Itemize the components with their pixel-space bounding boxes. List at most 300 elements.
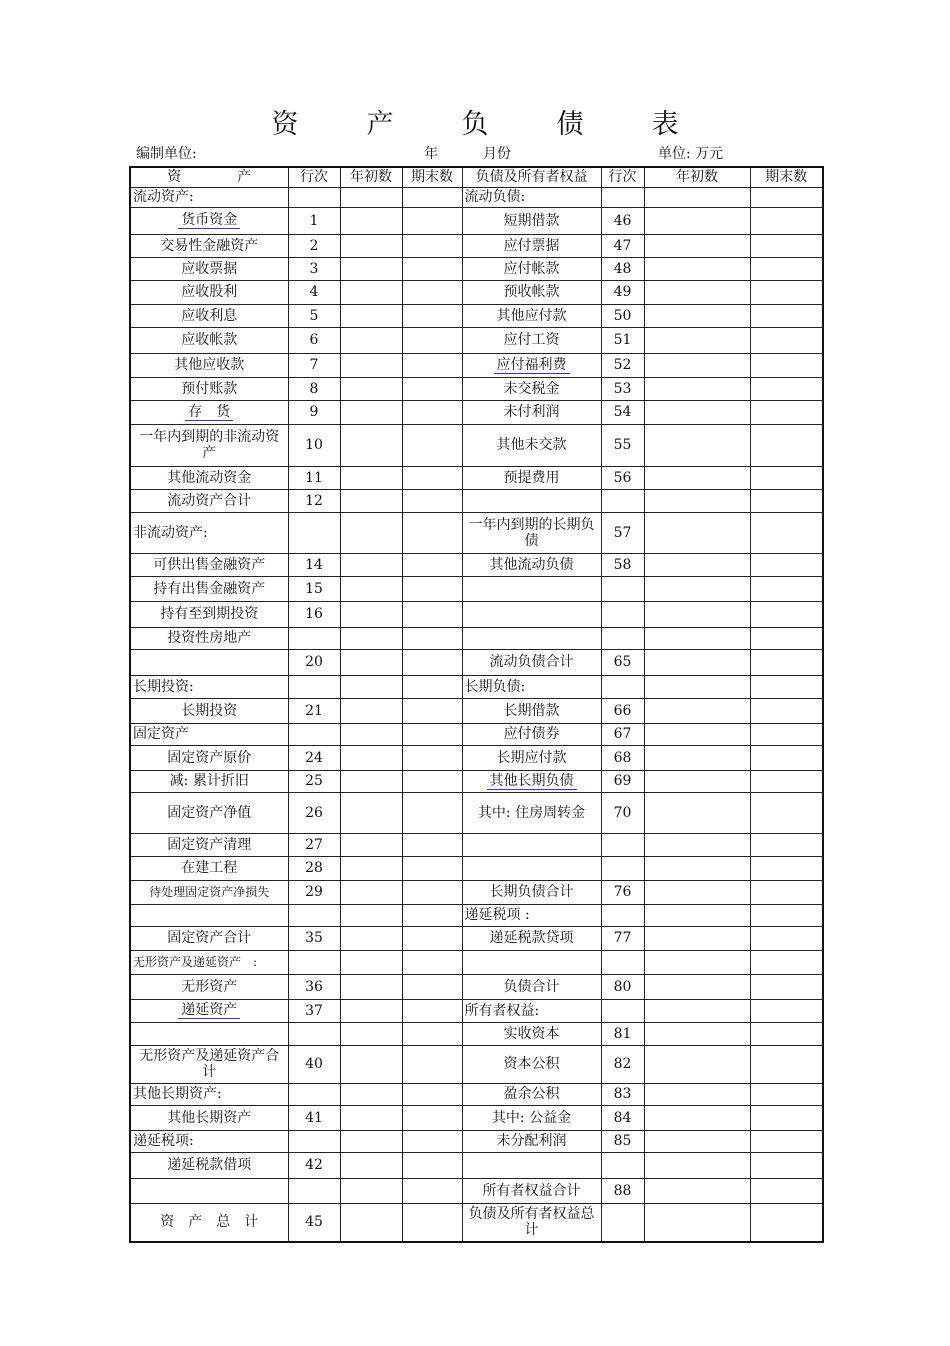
table-row: [130, 649, 823, 675]
asset-line-no: [288, 601, 340, 627]
asset-begin-value: [340, 904, 402, 926]
liability-end-value: [750, 512, 823, 553]
asset-item: [130, 280, 288, 304]
asset-line-no: [288, 1152, 340, 1178]
asset-end-value: [402, 1130, 462, 1152]
asset-line-no-text: 35: [305, 930, 323, 946]
asset-item-text: 长期投资:: [133, 678, 194, 695]
asset-line-no: [288, 904, 340, 926]
liability-line-no-text: 81: [613, 1025, 632, 1042]
asset-item-text: 固定资产原价: [167, 749, 252, 766]
table-row: [130, 280, 823, 304]
table-row: [130, 489, 823, 512]
asset-end-value: [402, 400, 462, 424]
asset-item: [130, 1203, 288, 1242]
liability-begin-value: [644, 424, 750, 466]
liability-item: [462, 792, 601, 833]
asset-item: [130, 723, 288, 745]
asset-line-no: [288, 698, 340, 723]
title-char: 债: [556, 109, 584, 140]
liability-item: [462, 553, 601, 576]
asset-line-no-text: 16: [305, 606, 323, 622]
table-row: [130, 723, 823, 745]
liability-begin-value: [644, 1152, 750, 1178]
asset-begin-value: [340, 950, 402, 974]
liability-end-value: [750, 234, 823, 257]
asset-begin-value: [340, 377, 402, 400]
asset-item-text: 货币资金: [178, 212, 240, 229]
liability-line-no: [601, 833, 644, 856]
asset-item-text: 应收票据: [181, 260, 238, 277]
liability-item-text: 递延税项 :: [464, 907, 530, 923]
liability-end-value: [750, 327, 823, 353]
asset-line-no-text: 11: [305, 469, 323, 486]
asset-end-value: [402, 280, 462, 304]
liability-item-text: 未付利润: [503, 404, 560, 420]
liability-item: [462, 926, 601, 950]
liability-item: [462, 1203, 601, 1242]
asset-end-value: [402, 553, 462, 576]
liability-begin-value: [644, 353, 750, 377]
liability-begin-value: [644, 327, 750, 353]
liability-line-no-text: 53: [613, 380, 632, 397]
asset-item: [130, 512, 288, 553]
asset-line-no: [288, 280, 340, 304]
liability-end-value: [750, 745, 823, 770]
table-row: [130, 353, 823, 377]
asset-begin-value: [340, 833, 402, 856]
asset-item-text: 应收帐款: [181, 332, 238, 348]
asset-end-value: [402, 377, 462, 400]
asset-begin-value: [340, 1045, 402, 1083]
liability-line-no-text: 48: [613, 260, 632, 277]
liability-item-text: 长期负债:: [464, 678, 526, 695]
liability-line-no-text: 67: [613, 726, 632, 742]
liability-item: [462, 1022, 601, 1045]
asset-item-text: 持有出售金融资产: [153, 580, 266, 597]
liability-end-value: [750, 353, 823, 377]
asset-begin-value: [340, 675, 402, 698]
asset-line-no-text: 36: [305, 978, 323, 995]
asset-item: [130, 649, 288, 675]
asset-begin-value: [340, 187, 402, 207]
asset-line-no-text: 24: [305, 749, 323, 766]
month-label: 月份: [483, 146, 511, 162]
asset-end-value: [402, 1045, 462, 1083]
asset-end-value: [402, 856, 462, 880]
asset-item: [130, 950, 288, 974]
asset-begin-value: [340, 400, 402, 424]
liability-begin-value: [644, 880, 750, 904]
liability-end-value: [750, 576, 823, 601]
asset-item-text: 非流动资产:: [133, 524, 208, 541]
table-row: [130, 880, 823, 904]
table-row: [130, 1022, 823, 1045]
table-row: [130, 999, 823, 1022]
asset-line-no-text: 9: [309, 404, 319, 420]
table-row: [130, 257, 823, 280]
asset-item-text: 资 产 总 计: [160, 1214, 259, 1231]
asset-item-text: 应收股利: [181, 284, 238, 300]
asset-line-no: [288, 649, 340, 675]
liability-begin-value: [644, 489, 750, 512]
liability-begin-value: [644, 234, 750, 257]
liability-item-text: 资本公积: [503, 1056, 560, 1072]
table-row: [130, 856, 823, 880]
asset-end-value: [402, 1105, 462, 1130]
liability-end-value: [750, 1178, 823, 1203]
table-row: [130, 792, 823, 833]
asset-begin-value: [340, 649, 402, 675]
asset-line-no: [288, 1105, 340, 1130]
liability-begin-value: [644, 512, 750, 553]
asset-line-no-text: 29: [305, 884, 323, 900]
liability-line-no-text: 77: [613, 930, 632, 946]
liability-end-value: [750, 1083, 823, 1105]
liability-item-text: 其中: 住房周转金: [477, 804, 586, 821]
liability-begin-value: [644, 207, 750, 234]
asset-line-no: [288, 1083, 340, 1105]
asset-line-no: [288, 792, 340, 833]
liability-item-text: 其他应付款: [496, 307, 567, 324]
asset-line-no-text: 1: [309, 212, 319, 229]
asset-item: [130, 489, 288, 512]
asset-line-no: [288, 1178, 340, 1203]
liability-end-value: [750, 1152, 823, 1178]
asset-begin-value: [340, 698, 402, 723]
asset-line-no: [288, 880, 340, 904]
asset-item: [130, 553, 288, 576]
liability-item: [462, 1178, 601, 1203]
asset-end-value: [402, 833, 462, 856]
liability-line-no: [601, 675, 644, 698]
asset-line-no: [288, 627, 340, 649]
liability-item: [462, 745, 601, 770]
asset-begin-value: [340, 576, 402, 601]
liability-item: [462, 880, 601, 904]
table-row: [130, 974, 823, 999]
unit-label: 单位: 万元: [658, 146, 724, 162]
table-row: [130, 512, 823, 553]
liability-item: [462, 627, 601, 649]
asset-end-value: [402, 353, 462, 377]
asset-item: [130, 377, 288, 400]
liability-line-no-text: 58: [613, 556, 632, 573]
balance-sheet-table: [129, 166, 824, 1243]
liability-item-text: 长期负债合计: [489, 884, 574, 900]
liability-end-value: [750, 1130, 823, 1152]
asset-line-no: [288, 424, 340, 466]
asset-line-no: [288, 723, 340, 745]
table-row: [130, 466, 823, 489]
liability-end-value: [750, 466, 823, 489]
liability-line-no-text: 82: [613, 1056, 632, 1072]
asset-line-no-text: 37: [305, 1002, 323, 1019]
liability-item-text: 所有者权益合计: [482, 1182, 581, 1199]
asset-item: [130, 207, 288, 234]
liability-item: [462, 512, 601, 553]
asset-line-no-text: 6: [309, 332, 319, 348]
table-row: [130, 1203, 823, 1242]
asset-line-no: [288, 1022, 340, 1045]
asset-line-no: [288, 833, 340, 856]
asset-begin-value: [340, 1083, 402, 1105]
asset-line-no: [288, 400, 340, 424]
asset-item: [130, 1045, 288, 1083]
liability-end-value: [750, 601, 823, 627]
asset-end-value: [402, 304, 462, 327]
asset-begin-value: [340, 1203, 402, 1242]
asset-end-value: [402, 649, 462, 675]
liability-end-value: [750, 856, 823, 880]
liability-end-value: [750, 974, 823, 999]
col-asset: 资 产: [130, 167, 288, 187]
asset-begin-value: [340, 424, 402, 466]
asset-line-no: [288, 353, 340, 377]
liability-begin-value: [644, 601, 750, 627]
asset-line-no: [288, 377, 340, 400]
asset-item: [130, 1105, 288, 1130]
liability-line-no: [601, 950, 644, 974]
liability-item: [462, 974, 601, 999]
asset-end-value: [402, 1152, 462, 1178]
asset-end-value: [402, 1022, 462, 1045]
asset-line-no: [288, 675, 340, 698]
liability-end-value: [750, 926, 823, 950]
asset-item: [130, 627, 288, 649]
liability-begin-value: [644, 999, 750, 1022]
col-end-2: 期末数: [750, 167, 823, 187]
liability-begin-value: [644, 856, 750, 880]
liability-line-no-text: 51: [613, 332, 632, 348]
liability-end-value: [750, 280, 823, 304]
title-char: 资: [271, 109, 299, 140]
asset-begin-value: [340, 880, 402, 904]
liability-line-no: [601, 856, 644, 880]
liability-line-no: [601, 257, 644, 280]
liability-end-value: [750, 1105, 823, 1130]
asset-item: [130, 926, 288, 950]
asset-end-value: [402, 770, 462, 792]
liability-begin-value: [644, 257, 750, 280]
liability-item-text: 应付债券: [503, 726, 560, 742]
liability-item: [462, 280, 601, 304]
asset-begin-value: [340, 1178, 402, 1203]
asset-line-no-text: 5: [309, 307, 319, 324]
col-begin-2: 年初数: [644, 167, 750, 187]
asset-end-value: [402, 723, 462, 745]
liability-begin-value: [644, 792, 750, 833]
liability-line-no-text: 49: [613, 284, 632, 300]
table-row: [130, 745, 823, 770]
table-row: [130, 234, 823, 257]
col-end: 期末数: [402, 167, 462, 187]
asset-item-text: 存 货: [185, 404, 233, 421]
liability-line-no: [601, 1203, 644, 1242]
asset-begin-value: [340, 770, 402, 792]
liability-line-no: [601, 999, 644, 1022]
liability-line-no: [601, 649, 644, 675]
liability-begin-value: [644, 377, 750, 400]
liability-item-text: 未分配利润: [496, 1133, 567, 1149]
asset-line-no-text: 8: [309, 380, 319, 397]
liability-end-value: [750, 304, 823, 327]
asset-item-text: 流动资产:: [133, 189, 194, 205]
asset-item-text: 投资性房地产: [167, 630, 252, 646]
asset-end-value: [402, 257, 462, 280]
liability-item: [462, 1045, 601, 1083]
table-row: [130, 424, 823, 466]
asset-item: [130, 698, 288, 723]
liability-item: [462, 770, 601, 792]
asset-end-value: [402, 627, 462, 649]
table-row: [130, 601, 823, 627]
asset-item: [130, 1083, 288, 1105]
liability-line-no: [601, 1083, 644, 1105]
asset-begin-value: [340, 974, 402, 999]
asset-item: [130, 833, 288, 856]
asset-item: [130, 770, 288, 792]
asset-end-value: [402, 999, 462, 1022]
liability-line-no: [601, 234, 644, 257]
asset-item-text: 固定资产清理: [167, 836, 252, 853]
table-row: [130, 553, 823, 576]
liability-end-value: [750, 723, 823, 745]
liability-line-no: [601, 627, 644, 649]
table-row: [130, 926, 823, 950]
asset-line-no: [288, 1203, 340, 1242]
liability-item-text: 长期应付款: [496, 749, 567, 766]
liability-line-no: [601, 489, 644, 512]
table-row: [130, 400, 823, 424]
asset-item-text: 无形资产及递延资产 :: [133, 955, 258, 969]
asset-begin-value: [340, 1105, 402, 1130]
asset-begin-value: [340, 723, 402, 745]
liability-line-no: [601, 880, 644, 904]
liability-item-text: 实收资本: [503, 1025, 560, 1042]
liability-item: [462, 466, 601, 489]
table-row: [130, 698, 823, 723]
liability-line-no: [601, 770, 644, 792]
asset-line-no: [288, 327, 340, 353]
table-row: [130, 904, 823, 926]
liability-line-no: [601, 601, 644, 627]
liability-end-value: [750, 187, 823, 207]
liability-begin-value: [644, 187, 750, 207]
asset-item-text: 待处理固定资产净损失: [149, 885, 270, 899]
asset-item: [130, 1130, 288, 1152]
asset-item-text: 在建工程: [181, 860, 238, 876]
liability-end-value: [750, 377, 823, 400]
liability-item: [462, 723, 601, 745]
liability-line-no: [601, 512, 644, 553]
liability-item-text: 所有者权益:: [464, 1002, 540, 1019]
asset-item: [130, 1022, 288, 1045]
asset-item: [130, 1178, 288, 1203]
asset-line-no: [288, 234, 340, 257]
asset-line-no-text: 40: [305, 1056, 323, 1072]
liability-line-no: [601, 207, 644, 234]
liability-end-value: [750, 489, 823, 512]
liability-item-text: 未交税金: [503, 380, 560, 397]
asset-item: [130, 675, 288, 698]
asset-item-text: 其他长期资产: [167, 1109, 252, 1126]
liability-begin-value: [644, 466, 750, 489]
liability-end-value: [750, 1045, 823, 1083]
liability-item-text: 负债合计: [503, 978, 560, 995]
asset-item: [130, 187, 288, 207]
liability-begin-value: [644, 1130, 750, 1152]
liability-line-no: [601, 424, 644, 466]
table-row: [130, 207, 823, 234]
asset-end-value: [402, 698, 462, 723]
liability-item-text: 应付票据: [503, 237, 560, 254]
asset-begin-value: [340, 856, 402, 880]
liability-line-no: [601, 353, 644, 377]
liability-end-value: [750, 257, 823, 280]
liability-line-no-text: 65: [613, 654, 632, 670]
table-row: [130, 1083, 823, 1105]
asset-line-no: [288, 999, 340, 1022]
liability-begin-value: [644, 576, 750, 601]
asset-line-no-text: 42: [305, 1157, 323, 1173]
liability-end-value: [750, 698, 823, 723]
asset-item-text: 预付账款: [181, 380, 238, 397]
asset-begin-value: [340, 1022, 402, 1045]
asset-item: [130, 904, 288, 926]
liability-line-no: [601, 280, 644, 304]
liability-begin-value: [644, 649, 750, 675]
asset-end-value: [402, 904, 462, 926]
liability-item-text: 其他未交款: [496, 437, 567, 453]
liability-line-no: [601, 698, 644, 723]
liability-begin-value: [644, 304, 750, 327]
liability-line-no: [601, 974, 644, 999]
liability-begin-value: [644, 1203, 750, 1242]
liability-line-no-text: 68: [613, 749, 632, 766]
table-row: [130, 576, 823, 601]
liability-begin-value: [644, 745, 750, 770]
asset-item-text: 一年内到期的非流动资产: [139, 429, 280, 461]
table-row: [130, 627, 823, 649]
col-begin: 年初数: [340, 167, 402, 187]
asset-line-no: [288, 489, 340, 512]
liability-end-value: [750, 950, 823, 974]
asset-end-value: [402, 1203, 462, 1242]
liability-line-no-text: 52: [613, 357, 632, 373]
liability-item-text: 预提费用: [503, 469, 560, 486]
liability-line-no-text: 57: [613, 524, 632, 541]
liability-item: [462, 833, 601, 856]
liability-item-text: 应付福利费: [494, 357, 570, 374]
asset-item: [130, 880, 288, 904]
liability-item: [462, 950, 601, 974]
asset-item: [130, 576, 288, 601]
title-char: 负: [461, 109, 489, 140]
liability-item: [462, 576, 601, 601]
liability-line-no-text: 54: [613, 404, 632, 420]
liability-line-no-text: 69: [613, 773, 632, 789]
liability-begin-value: [644, 1178, 750, 1203]
liability-line-no: [601, 400, 644, 424]
liability-end-value: [750, 833, 823, 856]
liability-item: [462, 649, 601, 675]
asset-begin-value: [340, 627, 402, 649]
asset-item: [130, 974, 288, 999]
liability-item: [462, 327, 601, 353]
asset-end-value: [402, 576, 462, 601]
asset-line-no: [288, 207, 340, 234]
